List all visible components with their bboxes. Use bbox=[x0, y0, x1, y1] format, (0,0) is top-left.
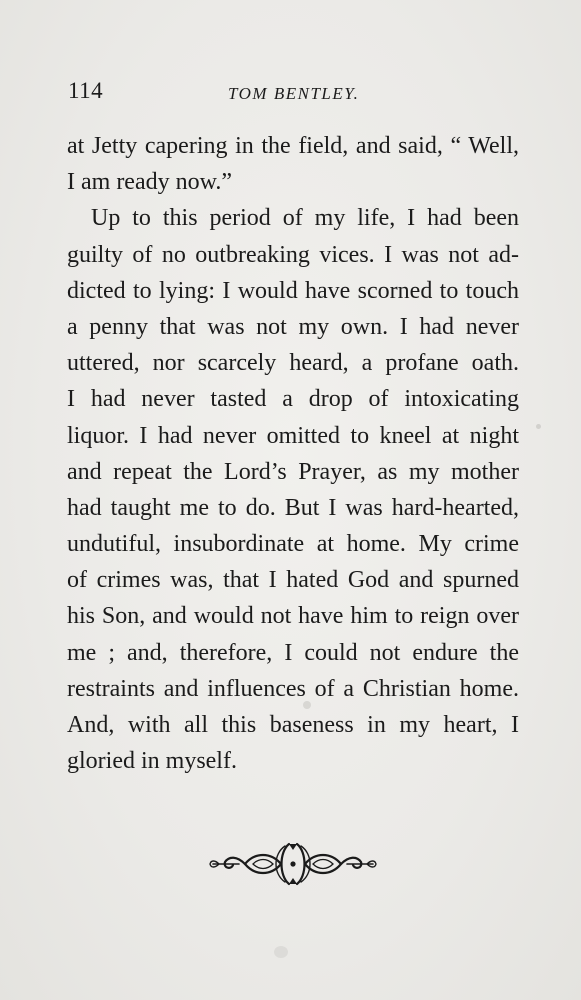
paper-speck bbox=[536, 424, 541, 429]
running-title: TOM BENTLEY. bbox=[228, 84, 360, 103]
body-text bbox=[67, 128, 519, 779]
text-line: Up to this period of my life, I had been bbox=[91, 205, 519, 232]
text-line: restraints and influences of a Christian home. bbox=[67, 675, 519, 702]
paper-speck bbox=[303, 701, 311, 709]
text-line: a penny that was not my own. I had never bbox=[67, 313, 519, 340]
running-head bbox=[68, 78, 518, 108]
text-line: guilty of no outbreaking vices. I was not ad- bbox=[67, 241, 519, 268]
text-line: dicted to lying: I would have scorned to touch bbox=[67, 277, 519, 304]
text-line: gloried in myself. bbox=[67, 748, 237, 775]
text-line: And, with all this baseness in my heart, I bbox=[67, 712, 519, 738]
text-line: liquor. I had never omitted to kneel at night bbox=[67, 422, 519, 449]
text-line: of crimes was, that I hated God and spurned bbox=[67, 567, 519, 594]
text-line: I had never tasted a drop of intoxicating bbox=[67, 386, 519, 413]
text-line: and repeat the Lord’s Prayer, as my mother bbox=[67, 458, 519, 485]
text-line: his Son, and would not have him to reign over bbox=[67, 603, 519, 630]
text-line: undutiful, insubordinate at home. My crime bbox=[67, 531, 519, 558]
text-line: uttered, nor scarcely heard, a profane oath. bbox=[67, 350, 519, 377]
page-number: 114 bbox=[68, 78, 104, 103]
paper-speck bbox=[274, 946, 288, 958]
text-line: I am ready now.” bbox=[67, 169, 233, 196]
text-line: at Jetty capering in the field, and said, “ Well, bbox=[67, 133, 519, 159]
scroll-ornament-icon bbox=[209, 840, 377, 888]
text-line: had taught me to do. But I was hard-hearted, bbox=[67, 494, 519, 521]
text-line: me ; and, therefore, I could not endure the bbox=[67, 639, 519, 666]
